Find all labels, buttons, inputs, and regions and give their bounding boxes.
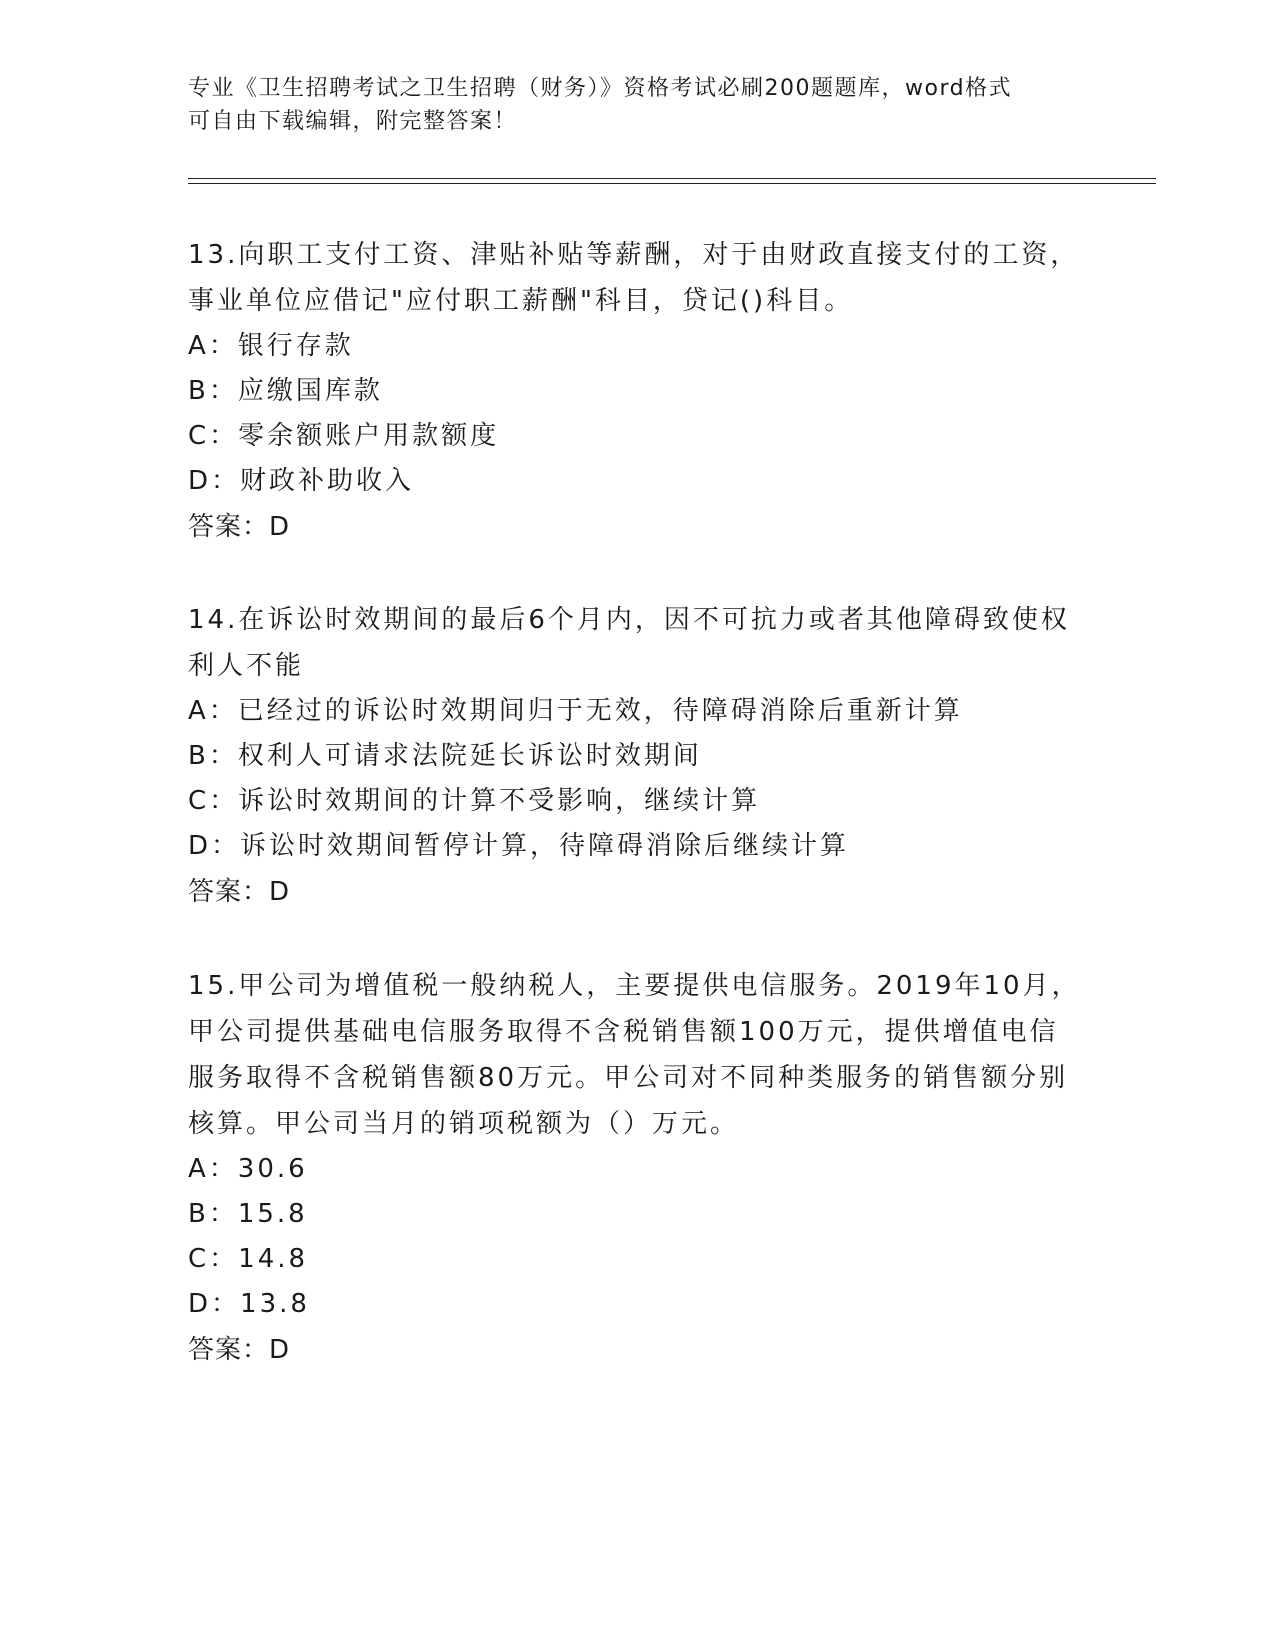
stem-line: 事业单位应借记"应付职工薪酬"科目，贷记()科目。: [188, 286, 854, 316]
option-d: D：诉讼时效期间暂停计算，待障碍消除后继续计算: [188, 831, 850, 861]
question-stem: [188, 232, 1088, 324]
option-a: A：已经过的诉讼时效期间归于无效，待障碍消除后重新计算: [188, 696, 963, 726]
stem-line: 核算。甲公司当月的销项税额为（）万元。: [188, 1109, 740, 1139]
option-c: C：诉讼时效期间的计算不受影响，继续计算: [188, 786, 761, 816]
stem-line: 13.向职工支付工资、津贴补贴等薪酬，对于由财政直接支付的工资，: [188, 240, 1080, 270]
answer: 答案：D: [188, 1335, 291, 1365]
option-d: D：13.8: [188, 1289, 310, 1319]
document-header: [188, 72, 1068, 138]
option-d: D：财政补助收入: [188, 466, 415, 496]
header-divider-top: [188, 178, 1156, 179]
stem-line: 利人不能: [188, 651, 305, 681]
option-list: [188, 689, 1088, 869]
option-c: C：零余额账户用款额度: [188, 421, 500, 451]
question-stem: [188, 597, 1088, 689]
question-stem: [188, 963, 1088, 1147]
answer: 答案：D: [188, 512, 291, 542]
header-line-2: 可自由下载编辑，附完整答案！: [188, 109, 518, 134]
header-line-1: 专业《卫生招聘考试之卫生招聘（财务）》资格考试必刷200题题库，word格式: [188, 76, 1013, 101]
option-list: [188, 324, 1088, 504]
stem-line: 甲公司提供基础电信服务取得不含税销售额100万元，提供增值电信: [188, 1017, 1059, 1047]
option-b: B：应缴国库款: [188, 376, 383, 406]
question-13: [188, 232, 1088, 550]
header-divider-bottom: [188, 183, 1156, 184]
answer: 答案：D: [188, 877, 291, 907]
option-c: C：14.8: [188, 1244, 309, 1274]
option-a: A：30.6: [188, 1154, 308, 1184]
stem-line: 14.在诉讼时效期间的最后6个月内，因不可抗力或者其他障碍致使权: [188, 605, 1070, 635]
option-b: B：权利人可请求法院延长诉讼时效期间: [188, 741, 702, 771]
stem-line: 15.甲公司为增值税一般纳税人，主要提供电信服务。2019年10月，: [188, 971, 1081, 1001]
question-15: [188, 963, 1088, 1373]
question-14: [188, 597, 1088, 915]
option-b: B：15.8: [188, 1199, 308, 1229]
option-list: [188, 1147, 1088, 1327]
option-a: A：银行存款: [188, 331, 354, 361]
stem-line: 服务取得不含税销售额80万元。甲公司对不同种类服务的销售额分别: [188, 1063, 1069, 1093]
